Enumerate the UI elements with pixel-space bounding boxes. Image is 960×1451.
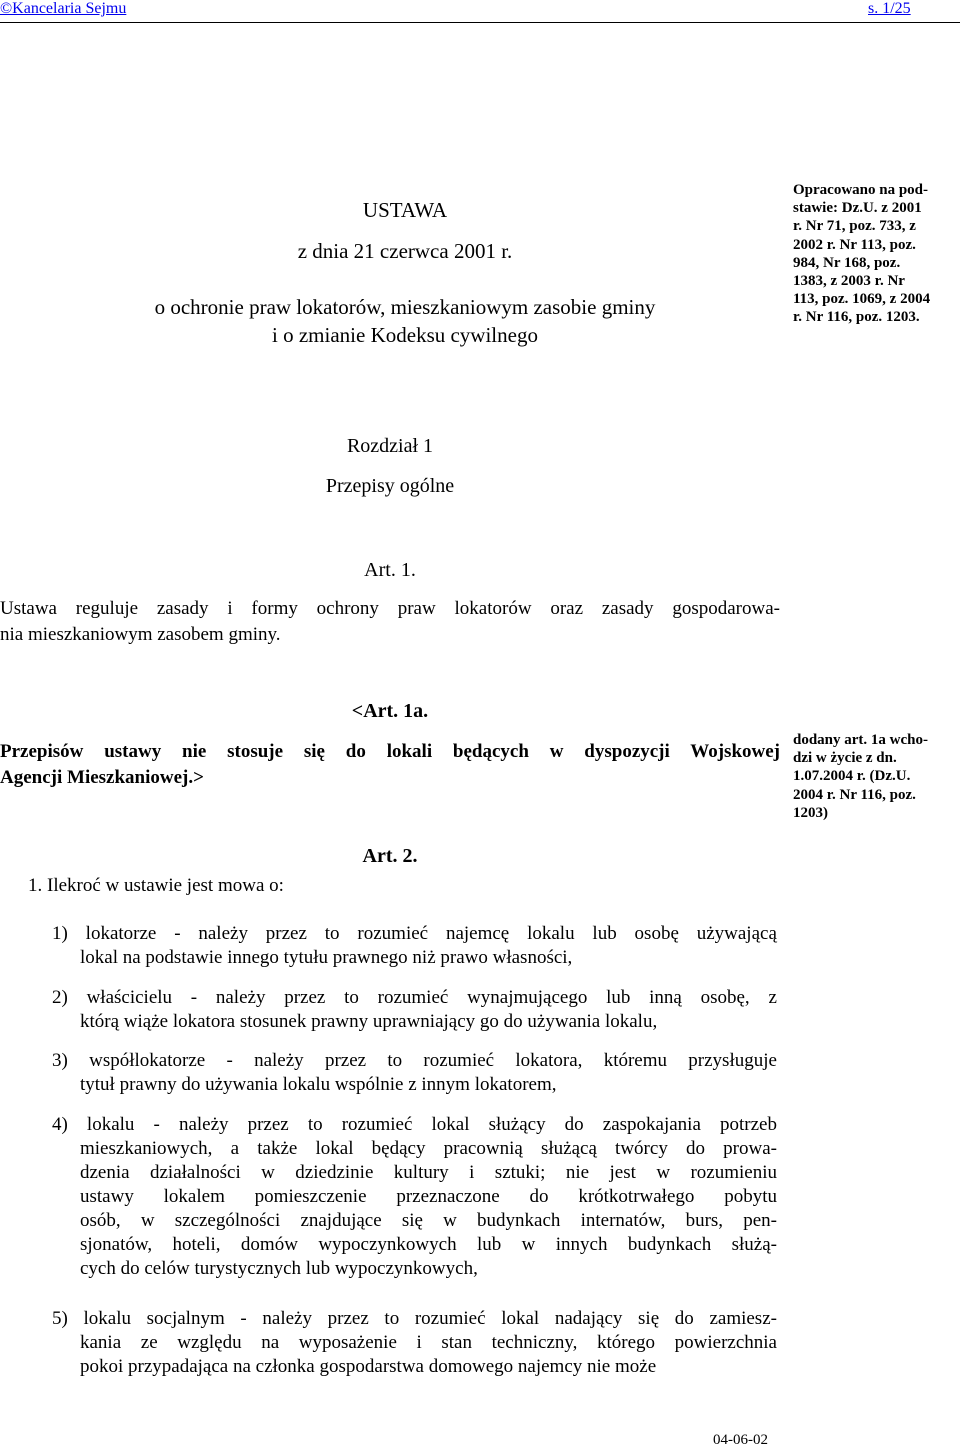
side-note-line: dodany art. 1a wcho- bbox=[793, 732, 929, 748]
definition-number: 2) bbox=[52, 987, 68, 1008]
definition-word: z bbox=[768, 987, 777, 1008]
definition-word: przez bbox=[247, 1114, 289, 1135]
definition-word: lokal bbox=[501, 1308, 540, 1329]
art1-line: Ustawa reguluje zasady i formy ochrony praw lokatorów oraz zasady gospodarowa- bbox=[0, 598, 780, 619]
definition-word: lokalu bbox=[527, 923, 575, 944]
definition-number: 3) bbox=[52, 1050, 68, 1071]
definition-line: dzenia działalności w dziedzinie kultury i sztuki; nie jest w rozumieniu bbox=[80, 1162, 777, 1183]
definition-word: wynajmującego bbox=[467, 987, 588, 1008]
definition-word: służący bbox=[488, 1114, 546, 1135]
definition-word: - bbox=[190, 987, 198, 1008]
definition-word: - bbox=[240, 1308, 247, 1329]
definition-first-line bbox=[52, 1049, 777, 1073]
definition-word: to bbox=[307, 1114, 323, 1135]
definition-number: 4) bbox=[52, 1114, 68, 1135]
side-note-line: 1383, z 2003 r. Nr bbox=[793, 273, 905, 290]
definition-item bbox=[52, 1049, 777, 1097]
definition-word: - bbox=[174, 923, 181, 944]
definition-word: najemcę bbox=[445, 923, 510, 944]
side-note-line: r. Nr 71, poz. 733, z bbox=[793, 218, 916, 235]
side-note-source bbox=[793, 181, 955, 327]
art1a-line: Agencji Mieszkaniowej.> bbox=[0, 767, 204, 788]
side-note-line: 1.07.2004 r. (Dz.U. bbox=[793, 768, 911, 785]
definition-line: sjonatów, hoteli, domów wypoczynkowych lub w innych budynkach służą- bbox=[80, 1234, 777, 1255]
definition-word: należy bbox=[215, 987, 266, 1008]
footer-date: 04-06-02 bbox=[713, 1432, 768, 1448]
definition-number: 1) bbox=[52, 923, 68, 944]
definition-item bbox=[52, 986, 777, 1034]
definition-word: przysługuje bbox=[688, 1050, 777, 1071]
page-counter-link[interactable]: s. 1/25 bbox=[868, 0, 911, 17]
definition-word: przez bbox=[284, 987, 326, 1008]
definition-line: osób, w szczególności znajdujące się w budynkach internatów, burs, pen- bbox=[80, 1210, 777, 1231]
definition-word: rozumieć bbox=[357, 923, 429, 944]
definition-word: to bbox=[387, 1050, 403, 1071]
definition-first-line bbox=[52, 922, 777, 946]
art1-text bbox=[0, 596, 780, 648]
definition-first-line bbox=[52, 1307, 777, 1331]
art1a-text bbox=[0, 739, 780, 791]
kancelaria-sejmu-link[interactable]: ©Kancelaria Sejmu bbox=[0, 0, 127, 17]
definition-item bbox=[52, 1113, 777, 1281]
definition-first-line bbox=[52, 986, 777, 1010]
side-note-line: 2004 r. Nr 116, poz. bbox=[793, 786, 916, 803]
definition-word: przez bbox=[327, 1308, 369, 1329]
definition-word: to bbox=[344, 987, 359, 1008]
art1a-line: Przepisów ustawy nie stosuje się do lokali będących w dyspozycji Wojskowej bbox=[0, 741, 780, 762]
definition-word: lokal bbox=[431, 1114, 470, 1135]
side-note-line: stawie: Dz.U. z 2001 bbox=[793, 200, 922, 217]
definition-word: lokatora, bbox=[515, 1050, 583, 1071]
definition-word: właścicielu bbox=[86, 987, 173, 1008]
definition-line: mieszkaniowych, a także lokal będący pracownią służącą twórcy do prowa- bbox=[80, 1138, 777, 1159]
side-note-line: 984, Nr 168, poz. bbox=[793, 254, 901, 271]
definition-word: się bbox=[638, 1308, 660, 1329]
definition-word: przez bbox=[324, 1050, 367, 1071]
definition-word: do bbox=[564, 1114, 584, 1135]
art2-heading: Art. 2. bbox=[362, 845, 418, 867]
definition-word: należy bbox=[198, 923, 248, 944]
definition-word: współlokatorze bbox=[89, 1050, 206, 1071]
definition-word: to bbox=[324, 923, 340, 944]
definition-word: rozumieć bbox=[341, 1114, 413, 1135]
definition-word: rozumieć bbox=[414, 1308, 486, 1329]
definition-word: któremu bbox=[603, 1050, 668, 1071]
definition-word: socjalnym bbox=[146, 1308, 225, 1329]
definition-word: rozumieć bbox=[423, 1050, 495, 1071]
definition-word: osobę bbox=[634, 923, 679, 944]
header-rule bbox=[0, 22, 960, 23]
definition-line: lokal na podstawie innego tytułu prawnego niż prawo własności, bbox=[80, 947, 573, 968]
definition-word: należy bbox=[178, 1114, 229, 1135]
definition-word: przez bbox=[265, 923, 307, 944]
definition-word: lub bbox=[592, 923, 617, 944]
act-subject-line2: i o zmianie Kodeksu cywilnego bbox=[272, 323, 538, 347]
act-date: z dnia 21 czerwca 2001 r. bbox=[297, 239, 513, 263]
definition-word: osobę, bbox=[700, 987, 750, 1008]
chapter-name: Przepisy ogólne bbox=[325, 475, 455, 497]
definition-word: należy bbox=[254, 1050, 304, 1071]
side-note-line: Opracowano na pod- bbox=[793, 182, 929, 198]
definition-line: którą wiąże lokatora stosunek prawny uprawniający go do używania lokalu, bbox=[80, 1011, 658, 1032]
side-note-line: r. Nr 116, poz. 1203. bbox=[793, 309, 920, 326]
definition-word: lokalu bbox=[83, 1308, 131, 1329]
side-note-line: 113, poz. 1069, z 2004 bbox=[793, 291, 931, 308]
act-type: USTAWA bbox=[362, 198, 448, 222]
definition-word: zamiesz- bbox=[709, 1308, 777, 1329]
definition-line: kania ze względu na wyposażenie i stan techniczny, którego powierzchnia bbox=[80, 1332, 777, 1353]
definition-item bbox=[52, 1307, 777, 1379]
definition-word: to bbox=[384, 1308, 400, 1329]
art2-intro: 1. Ilekroć w ustawie jest mowa o: bbox=[28, 875, 284, 896]
side-note-art1a bbox=[793, 731, 955, 822]
art1-heading: Art. 1. bbox=[364, 559, 416, 581]
side-note-line: dzi w życie z dn. bbox=[793, 750, 897, 767]
definition-word: rozumieć bbox=[377, 987, 449, 1008]
definition-item bbox=[52, 922, 777, 970]
definition-word: lokatorze bbox=[85, 923, 157, 944]
definition-word: potrzeb bbox=[719, 1114, 777, 1135]
side-note-line: 2002 r. Nr 113, poz. bbox=[793, 236, 916, 253]
definition-line: cych do celów turystycznych lub wypoczynkowych, bbox=[80, 1258, 478, 1279]
side-note-line: 1203) bbox=[793, 804, 828, 821]
chapter-label: Rozdział 1 bbox=[346, 435, 434, 457]
definition-word: do bbox=[674, 1308, 694, 1329]
definition-word: - bbox=[153, 1114, 160, 1135]
definition-line: pokoi przypadająca na członka gospodarstwa domowego najemcy nie może bbox=[80, 1356, 657, 1377]
definition-word: - bbox=[226, 1050, 233, 1071]
definition-word: lokalu bbox=[86, 1114, 135, 1135]
definition-number: 5) bbox=[52, 1308, 68, 1329]
act-subject-line1: o ochronie praw lokatorów, mieszkaniowym zasobie gminy bbox=[154, 295, 656, 319]
definition-word: zaspokajania bbox=[602, 1114, 701, 1135]
definition-word: używającą bbox=[696, 923, 777, 944]
definition-first-line bbox=[52, 1113, 777, 1137]
art1-line: nia mieszkaniowym zasobem gminy. bbox=[0, 624, 281, 645]
definition-word: lub bbox=[606, 987, 631, 1008]
definition-line: ustawy lokalem pomieszczenie przeznaczone do krótkotrwałego pobytu bbox=[80, 1186, 777, 1207]
definition-word: nadający bbox=[554, 1308, 623, 1329]
definition-line: tytuł prawny do używania lokalu wspólnie z innym lokatorem, bbox=[80, 1074, 557, 1095]
definition-word: inną bbox=[649, 987, 682, 1008]
art1a-heading: <Art. 1a. bbox=[351, 700, 429, 722]
definition-word: należy bbox=[262, 1308, 312, 1329]
